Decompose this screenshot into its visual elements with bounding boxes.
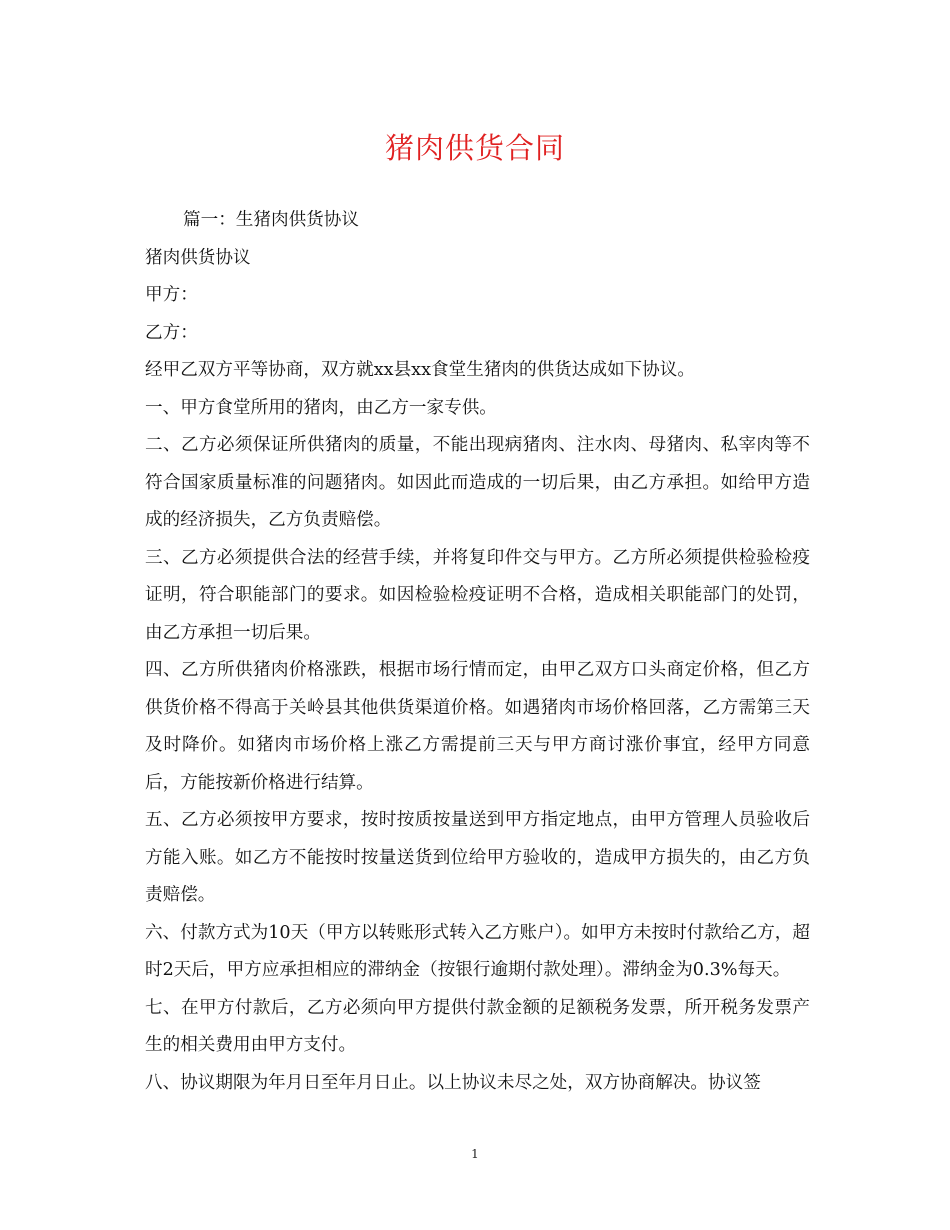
party-b-line: 乙方： bbox=[145, 322, 198, 343]
agreement-title: 猪肉供货协议 bbox=[145, 247, 251, 268]
clause-3: 三、乙方必须提供合法的经营手续，并将复印件交与甲方。乙方所必须提供检验检疫证明，符合职能部门的要求。如因检验检疫证明不合格，造成相关职能部门的处罚，由乙方承担一切后果。 bbox=[145, 547, 810, 643]
clause-7: 七、在甲方付款后，乙方必须向甲方提供付款金额的足额税务发票，所开税务发票产生的相关费用由甲方支付。 bbox=[145, 997, 810, 1055]
clause-2: 二、乙方必须保证所供猪肉的质量，不能出现病猪肉、注水肉、母猪肉、私宰肉等不符合国家质量标准的问题猪肉。如因此而造成的一切后果，由乙方承担。如给甲方造成的经济损失，乙方负责赔偿。 bbox=[145, 435, 810, 530]
document-title: 猪肉供货合同 bbox=[384, 131, 565, 165]
party-a-line: 甲方： bbox=[145, 285, 198, 305]
clause-4: 四、乙方所供猪肉价格涨跌，根据市场行情而定，由甲乙双方口头商定价格，但乙方供货价格不得高于关岭县其他供货渠道价格。如遇猪肉市场价格回落，乙方需第三天及时降价。如猪肉市场价格上涨乙方需提前三天与甲方商讨涨价事宜，经甲方同意后，方能按新价格进行结算。 bbox=[145, 660, 810, 793]
page-number: 1 bbox=[471, 1147, 479, 1161]
clause-5: 五、乙方必须按甲方要求，按时按质按量送到甲方指定地点，由甲方管理人员验收后方能入账。如乙方不能按时按量送货到位给甲方验收的，造成甲方损失的，由乙方负责赔偿。 bbox=[145, 810, 810, 905]
clause-8: 八、协议期限为年月日至年月日止。以上协议未尽之处，双方协商解决。协议签 bbox=[145, 1072, 761, 1093]
clause-1: 一、甲方食堂所用的猪肉，由乙方一家专供。 bbox=[145, 397, 497, 418]
document-body bbox=[145, 202, 810, 1102]
preamble-paragraph: 经甲乙双方平等协商，双方就xx县xx食堂生猪肉的供货达成如下协议。 bbox=[145, 360, 695, 380]
clause-6: 六、付款方式为10天（甲方以转账形式转入乙方账户）。如甲方未按时付款给乙方，超时2天后，甲方应承担相应的滞纳金（按银行逾期付款处理）。滞纳金为0.3%每天。 bbox=[145, 922, 810, 980]
section-heading: 篇一：生猪肉供货协议 bbox=[183, 210, 359, 230]
